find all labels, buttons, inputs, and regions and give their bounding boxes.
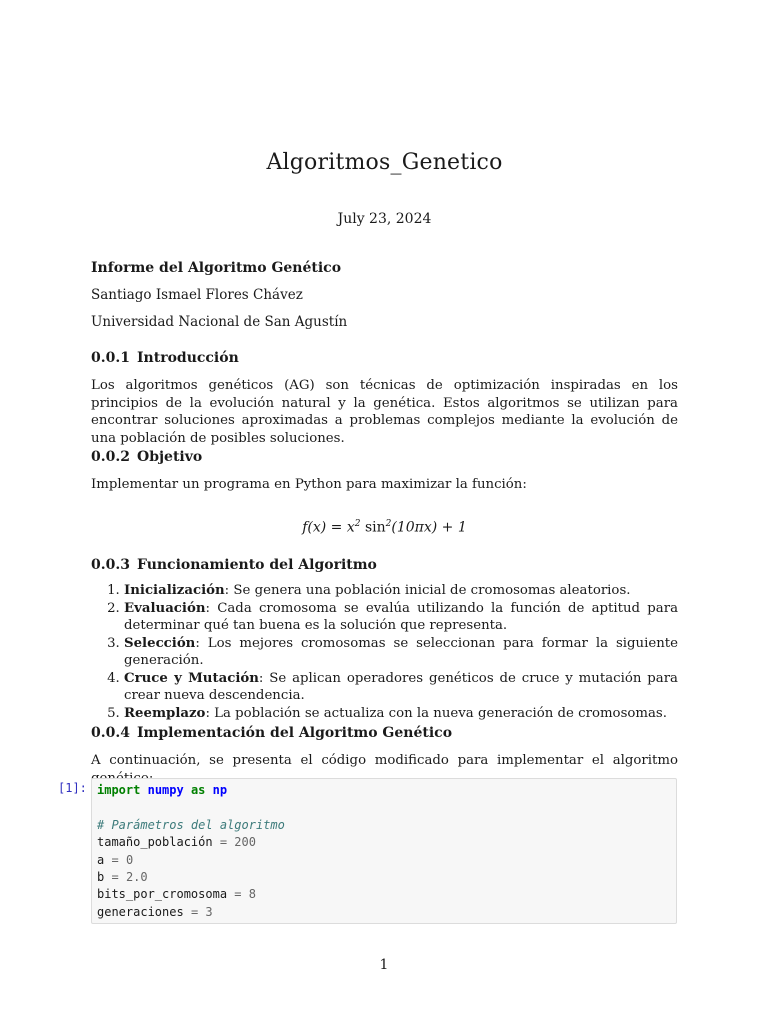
code-cell[interactable]	[91, 778, 677, 924]
algorithm-steps-list	[91, 582, 678, 722]
code-comment: # Parámetros del algoritmo	[97, 817, 285, 832]
keyword: import	[97, 783, 141, 797]
formula-rhs: (10πx) + 1	[391, 519, 467, 536]
section-title: Introducción	[137, 350, 239, 366]
section-number: 0.0.3	[91, 557, 130, 573]
step-text: : Cada cromosoma se evalúa utilizando la función de aptitud para determinar qué tan buena es la solución que representa.	[124, 600, 678, 633]
operator: =	[219, 835, 228, 850]
page-number: 1	[379, 957, 389, 973]
module-name: numpy	[147, 783, 184, 797]
variable-name: generaciones	[97, 904, 184, 919]
step-term: Reemplazo	[124, 705, 206, 721]
number-literal: 3	[205, 904, 213, 919]
step-term: Evaluación	[124, 600, 206, 616]
list-item	[124, 705, 678, 723]
code-block	[97, 782, 285, 921]
institution-name: Universidad Nacional de San Agustín	[91, 314, 348, 330]
list-item	[124, 600, 678, 635]
operator: =	[190, 904, 199, 919]
step-term: Selección	[124, 635, 196, 651]
step-text: : Se genera una población inicial de cromosomas aleatorios.	[224, 583, 631, 598]
formula-lhs: f(x) = x	[302, 519, 355, 536]
list-item	[124, 635, 678, 670]
author-name: Santiago Ismael Flores Chávez	[91, 287, 303, 303]
step-term: Inicialización	[124, 583, 225, 598]
implementation-paragraph: A continuación, se presenta el código modificado para implementar el algoritmo	[91, 753, 678, 768]
objective-paragraph: Implementar un programa en Python para maximizar la función:	[91, 477, 527, 492]
document-title: Algoritmos_Genetico	[266, 150, 503, 175]
section-heading-algorithm	[91, 557, 377, 573]
section-number: 0.0.1	[91, 350, 130, 366]
section-heading-introduction	[91, 350, 239, 366]
formula-exponent: 2	[385, 519, 392, 529]
section-title: Implementación del Algoritmo Genético	[137, 725, 453, 741]
operator: =	[111, 870, 119, 885]
cell-prompt: [1]:	[58, 781, 87, 795]
variable-name: a	[97, 852, 105, 867]
list-item	[124, 582, 678, 600]
step-text: : La población se actualiza con la nueva generación de cromosomas.	[205, 705, 667, 721]
step-term: Cruce y Mutación	[124, 670, 259, 686]
formula-sin: sin	[360, 519, 386, 536]
number-literal: 8	[248, 887, 256, 902]
number-literal: 2.0	[125, 870, 148, 885]
variable-name: bits_por_cromosoma	[97, 887, 228, 902]
variable-name: b	[97, 870, 105, 885]
objective-formula	[91, 519, 678, 536]
number-literal: 200	[234, 835, 256, 850]
module-alias: np	[212, 783, 228, 797]
section-heading-implementation	[91, 725, 452, 741]
keyword: as	[190, 783, 206, 797]
section-number: 0.0.4	[91, 725, 130, 741]
step-text: : Los mejores cromosomas se seleccionan para formar la siguiente generación.	[124, 635, 678, 668]
section-heading-objective	[91, 449, 202, 465]
operator: =	[111, 852, 119, 867]
section-title: Objetivo	[137, 449, 203, 465]
formula-exponent: 2	[354, 519, 361, 529]
introduction-paragraph: Los algoritmos genéticos (AG) son técnicas de optimización inspiradas en los principios de la evolución natural y la genética. Estos algoritmos se utilizan para encontrar soluciones aproximadas a problemas complejos mediante la evolución de una población de posibles soluciones.	[91, 378, 678, 446]
variable-name: tamaño_población	[97, 835, 213, 850]
number-literal: 0	[125, 852, 134, 867]
operator: =	[234, 887, 242, 902]
step-text: : Se aplican operadores genéticos de cruce y mutación para crear nueva descendencia.	[124, 670, 678, 703]
document-date: July 23, 2024	[337, 211, 432, 227]
section-title: Funcionamiento del Algoritmo	[137, 557, 377, 573]
list-item	[124, 670, 678, 705]
section-number: 0.0.2	[91, 449, 130, 465]
report-heading: Informe del Algoritmo Genético	[91, 260, 342, 276]
